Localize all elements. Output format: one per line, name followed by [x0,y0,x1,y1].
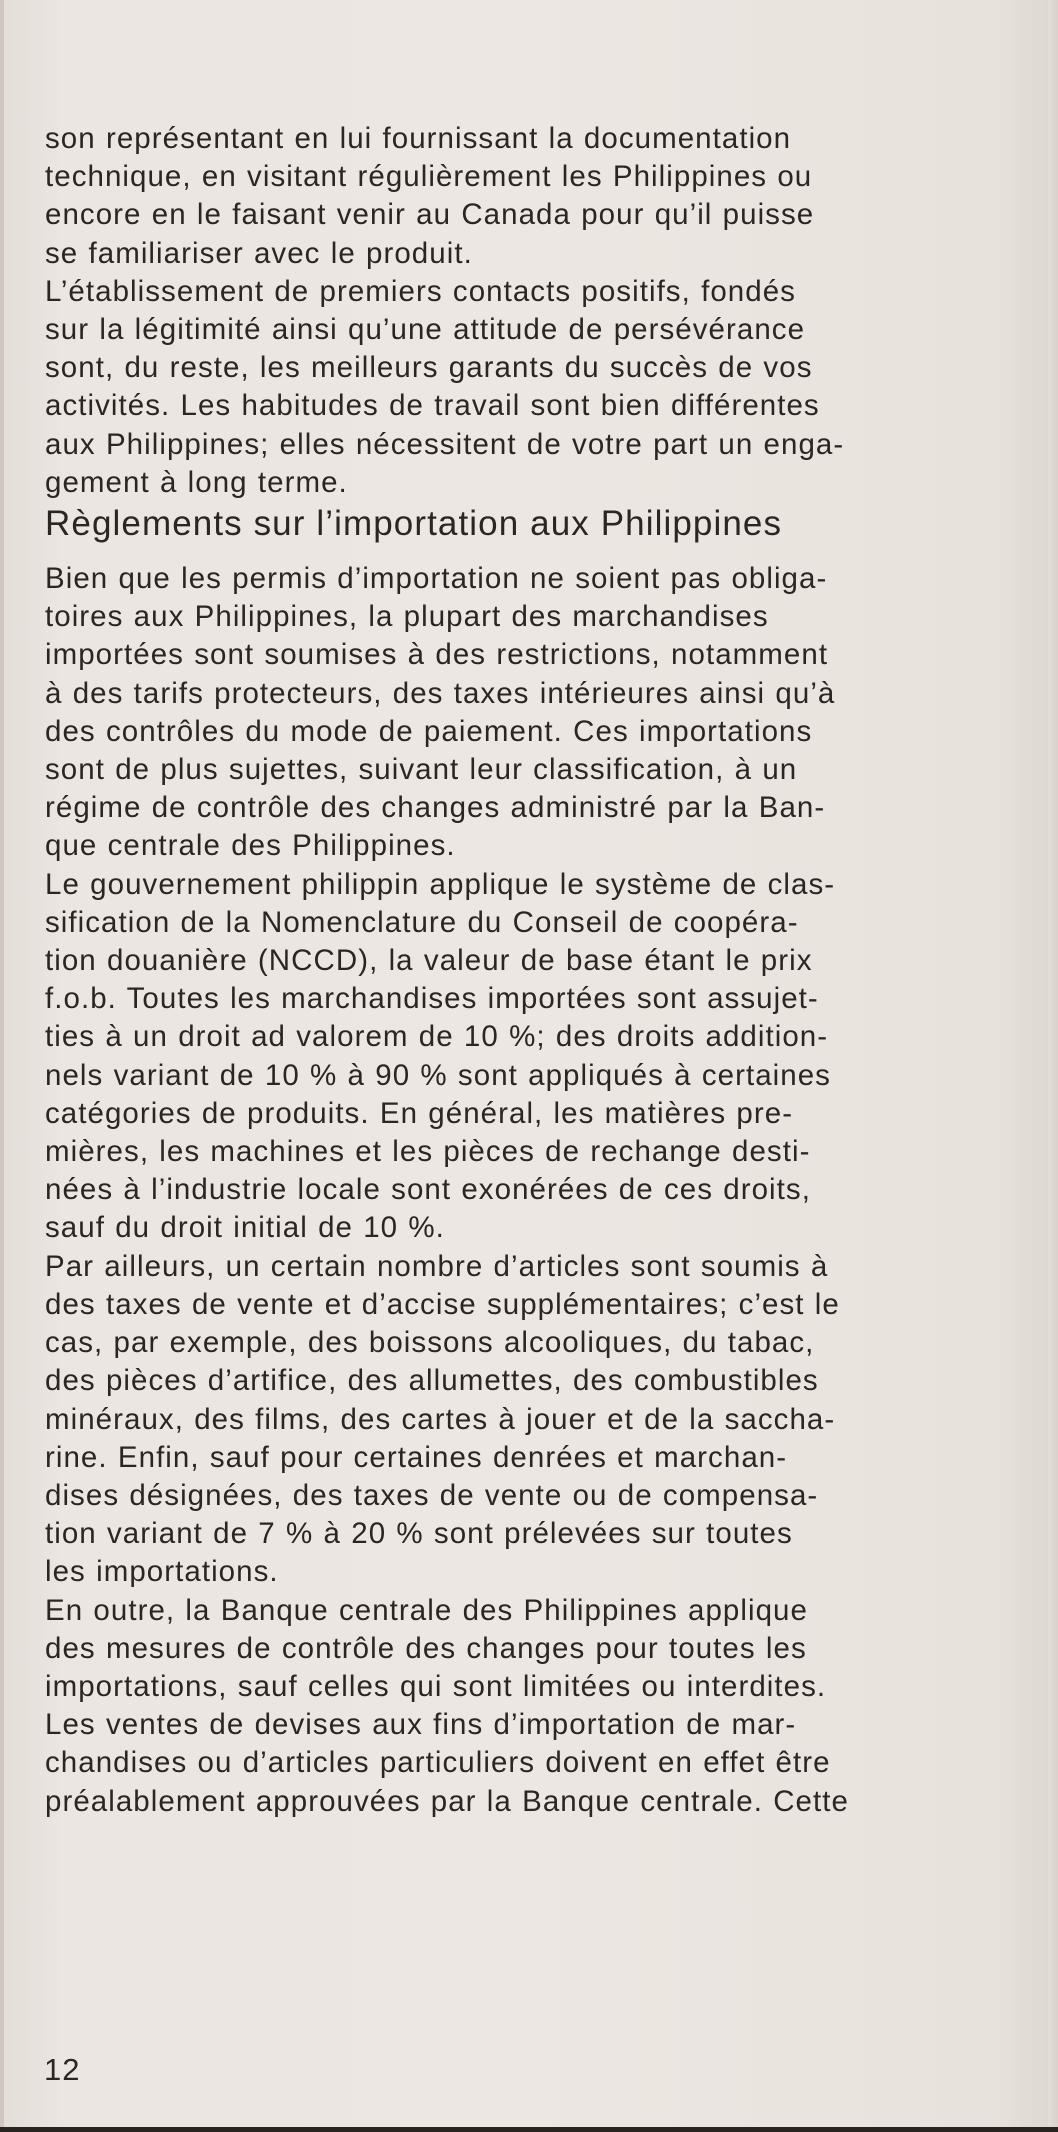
paragraph-import-permits: Bien que les permis d’importation ne soient pas obliga- toires aux Philippines, la plupart des marchandises importées sont soumises à des restrictions, notamment à des tarifs protecteurs, des taxes intérieures ainsi qu’à des contrôles du mode de paiement. Ces importations sont de plus sujettes, suivant leur classification, à un régime de contrôle des changes administré par la Ban- que centrale des Philippines. [45,562,836,863]
page-bottom-edge [0,2127,1058,2132]
page-content [45,120,1005,1821]
paragraph-sales-excise-taxes: Par ailleurs, un certain nombre d’articles sont soumis à des taxes de vente et d’accise supplémentaires; c’est le cas, par exemple, des boissons alcooliques, du tabac, des pièces d’artifice, des allumettes, des combustibles minéraux, des films, des cartes à jouer et de la saccha- rine. Enfin, sauf pour certaines denrées et marchan- dises désignées, des taxes de vente ou de compensa- tion variant de 7 % à 20 % sont prélevées sur toutes les importations. [45,1249,840,1589]
paragraph-positive-contacts: L’établissement de premiers contacts positifs, fondés sur la légitimité ainsi qu’une attitude de persévérance sont, du reste, les meilleurs garants du succès de vos activités. Les habitudes de travail sont bien différentes aux Philippines; elles nécessitent de votre part un enga- gement à long terme. [45,274,845,499]
section-heading: Règlements sur l’importation aux Philippines [45,504,783,544]
paragraph-ccd-nomenclature: Le gouvernement philippin applique le système de clas- sification de la Nomenclature du Conseil de coopéra- tion douanière (NCCD), la valeur de base étant le prix f.o.b. Toutes les marchandises importées sont assujet- ties à un droit ad valorem de 10 %; des droits addition- nels variant de 10 % à 90 % sont appliqués à certaines catégories de produits. En général, les matières pre- mières, les machines et les pièces de rechange desti- nées à l’industrie locale sont exonérées de ces droits, sauf du droit initial de 10 %. [45,867,836,1245]
paragraph-product-familiarization: son représentant en lui fournissant la documentation technique, en visitant régulièrement les Philippines ou encore en le faisant venir au Canada pour qu’il puisse se familiariser avec le produit. [45,122,815,270]
page-left-edge [0,0,4,2132]
page-right-edge [1048,0,1058,2132]
paragraph-exchange-controls: En outre, la Banque centrale des Philippines applique des mesures de contrôle des changes pour toutes les importations, sauf celles qui sont limitées ou interdites. Les ventes de devises aux fins d’importation de mar- chandises ou d’articles particuliers doivent en effet être préalablement approuvées par la Banque centrale. Cette [45,1593,849,1818]
page-number: 12 [44,2052,81,2087]
